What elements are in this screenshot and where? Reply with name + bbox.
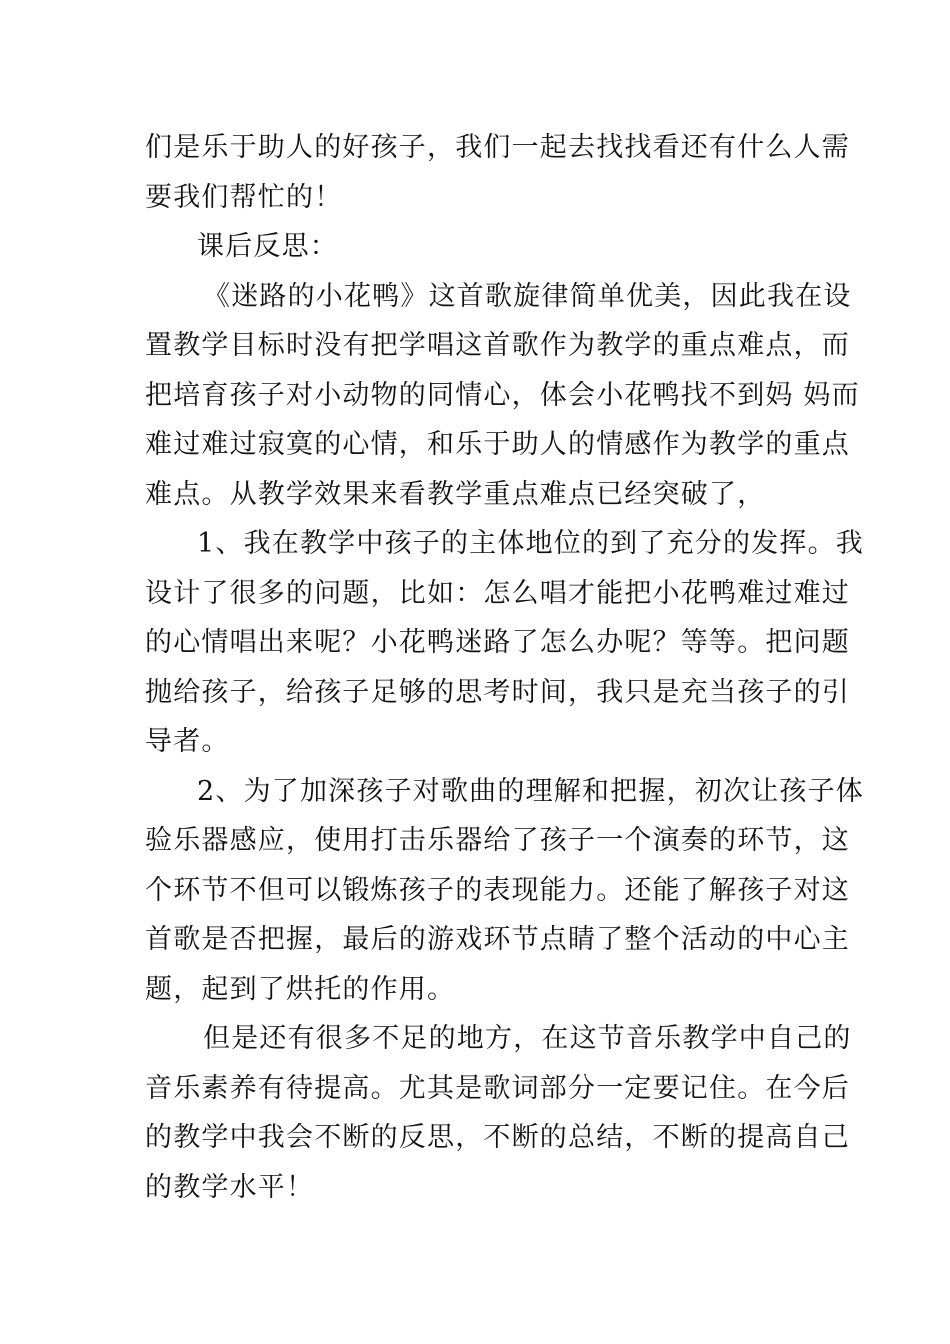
text-line: 们是乐于助人的好孩子，我们一起去找找看还有什么人需 bbox=[145, 132, 850, 163]
text-line: 音乐素养有待提高。尤其是歌词部分一定要记住。在今后 bbox=[145, 1072, 850, 1104]
text-line: 但是还有很多不足的地方，在这节音乐教学中自己的 bbox=[203, 1023, 852, 1054]
text-line: 2、为了加深孩子对歌曲的理解和把握，初次让孩子体 bbox=[197, 775, 864, 807]
text-line: 验乐器感应，使用打击乐器给了孩子一个演奏的环节，这 bbox=[145, 825, 850, 856]
text-line: 把培育孩子对小动物的同情心，体会小花鸭找不到妈 妈而 bbox=[145, 379, 860, 411]
text-line: 置教学目标时没有把学唱这首歌作为教学的重点难点，而 bbox=[145, 330, 850, 361]
text-line: 首歌是否把握，最后的游戏环节点睛了整个活动的中心主 bbox=[145, 924, 850, 955]
text-line: 抛给孩子，给孩子足够的思考时间，我只是充当孩子的引 bbox=[145, 676, 850, 708]
text-line: 要我们帮忙的！ bbox=[145, 181, 343, 213]
text-line: 难过难过寂寞的心情，和乐于助人的情感作为教学的重点 bbox=[145, 429, 850, 460]
text-line: 个环节不但可以锻炼孩子的表现能力。还能了解孩子对这 bbox=[145, 874, 850, 906]
text-line: 1、我在教学中孩子的主体地位的到了充分的发挥。我 bbox=[197, 528, 864, 559]
document-body bbox=[145, 123, 864, 1212]
text-line: 的教学水平！ bbox=[145, 1171, 315, 1203]
section-heading: 课后反思： bbox=[197, 231, 338, 262]
text-line: 导者。 bbox=[145, 726, 230, 757]
text-line: 的教学中我会不断的反思，不断的总结，不断的提高自己 bbox=[145, 1122, 850, 1153]
text-line: 难点。从教学效果来看教学重点难点已经突破了， bbox=[145, 478, 766, 510]
text-line: 题，起到了烘托的作用。 bbox=[145, 973, 456, 1005]
text-line: 设计了很多的问题，比如：怎么唱才能把小花鸭难过难过 bbox=[145, 577, 850, 609]
text-line: 的心情唱出来呢？小花鸭迷路了怎么办呢？等等。把问题 bbox=[145, 627, 850, 658]
text-line: 《迷路的小花鸭》这首歌旋律简单优美，因此我在设 bbox=[203, 280, 852, 312]
